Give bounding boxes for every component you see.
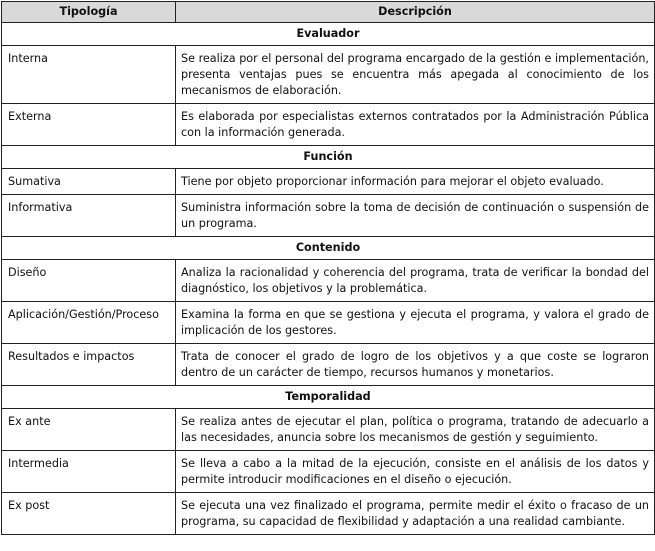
header-typology: Tipología (2, 2, 176, 23)
typology-cell: Informativa (2, 195, 176, 237)
description-cell: Trata de conocer el grado de logro de los objetivos y a que coste se lograron dentro de un carácter de tiempo, recursos humanos y monetarios. (176, 344, 655, 386)
section-title: Función (2, 146, 655, 169)
table-row (2, 344, 655, 386)
description-cell: Tiene por objeto proporcionar información para mejorar el objeto evaluado. (176, 169, 655, 195)
typology-cell: Resultados e impactos (2, 344, 176, 386)
section-title: Contenido (2, 237, 655, 260)
description-cell: Suministra información sobre la toma de decisión de continuación o suspensión de un programa. (176, 195, 655, 237)
description-cell: Se realiza antes de ejecutar el plan, política o programa, tratando de adecuarlo a las necesidades, anuncia sobre los mecanismos de gestión y seguimiento. (176, 409, 655, 451)
typology-cell: Intermedia (2, 451, 176, 493)
typology-cell: Ex post (2, 493, 176, 535)
table-row (2, 195, 655, 237)
table-header-row (2, 2, 655, 23)
description-cell: Examina la forma en que se gestiona y ejecuta el programa, y valora el grado de implicación de los gestores. (176, 302, 655, 344)
typology-cell: Interna (2, 46, 176, 104)
section-title: Evaluador (2, 23, 655, 46)
typology-cell: Diseño (2, 260, 176, 302)
section-row-evaluador (2, 23, 655, 46)
table-row (2, 169, 655, 195)
typology-cell: Sumativa (2, 169, 176, 195)
table-row (2, 260, 655, 302)
table-row (2, 46, 655, 104)
typology-cell: Externa (2, 104, 176, 146)
table-row (2, 104, 655, 146)
section-row-funcion (2, 146, 655, 169)
description-cell: Se ejecuta una vez finalizado el programa, permite medir el éxito o fracaso de un programa, su capacidad de flexibilidad y adaptación a una realidad cambiante. (176, 493, 655, 535)
description-cell: Analiza la racionalidad y coherencia del programa, trata de verificar la bondad del diagnóstico, los objetivos y la problemática. (176, 260, 655, 302)
description-cell: Se realiza por el personal del programa encargado de la gestión e implementación, presenta ventajas pues se encuentra más apegada al conocimiento de los mecanismos de elaboración. (176, 46, 655, 104)
section-title: Temporalidad (2, 386, 655, 409)
table-row (2, 409, 655, 451)
section-row-contenido (2, 237, 655, 260)
typology-cell: Aplicación/Gestión/Proceso (2, 302, 176, 344)
description-cell: Es elaborada por especialistas externos contratados por la Administración Pública con la información generada. (176, 104, 655, 146)
description-cell: Se lleva a cabo a la mitad de la ejecución, consiste en el análisis de los datos y permite introducir modificaciones en el diseño o ejecución. (176, 451, 655, 493)
table-row (2, 493, 655, 535)
table-row (2, 451, 655, 493)
table-row (2, 302, 655, 344)
header-description: Descripción (176, 2, 655, 23)
typology-cell: Ex ante (2, 409, 176, 451)
section-row-temporalidad (2, 386, 655, 409)
typology-table (1, 1, 655, 535)
